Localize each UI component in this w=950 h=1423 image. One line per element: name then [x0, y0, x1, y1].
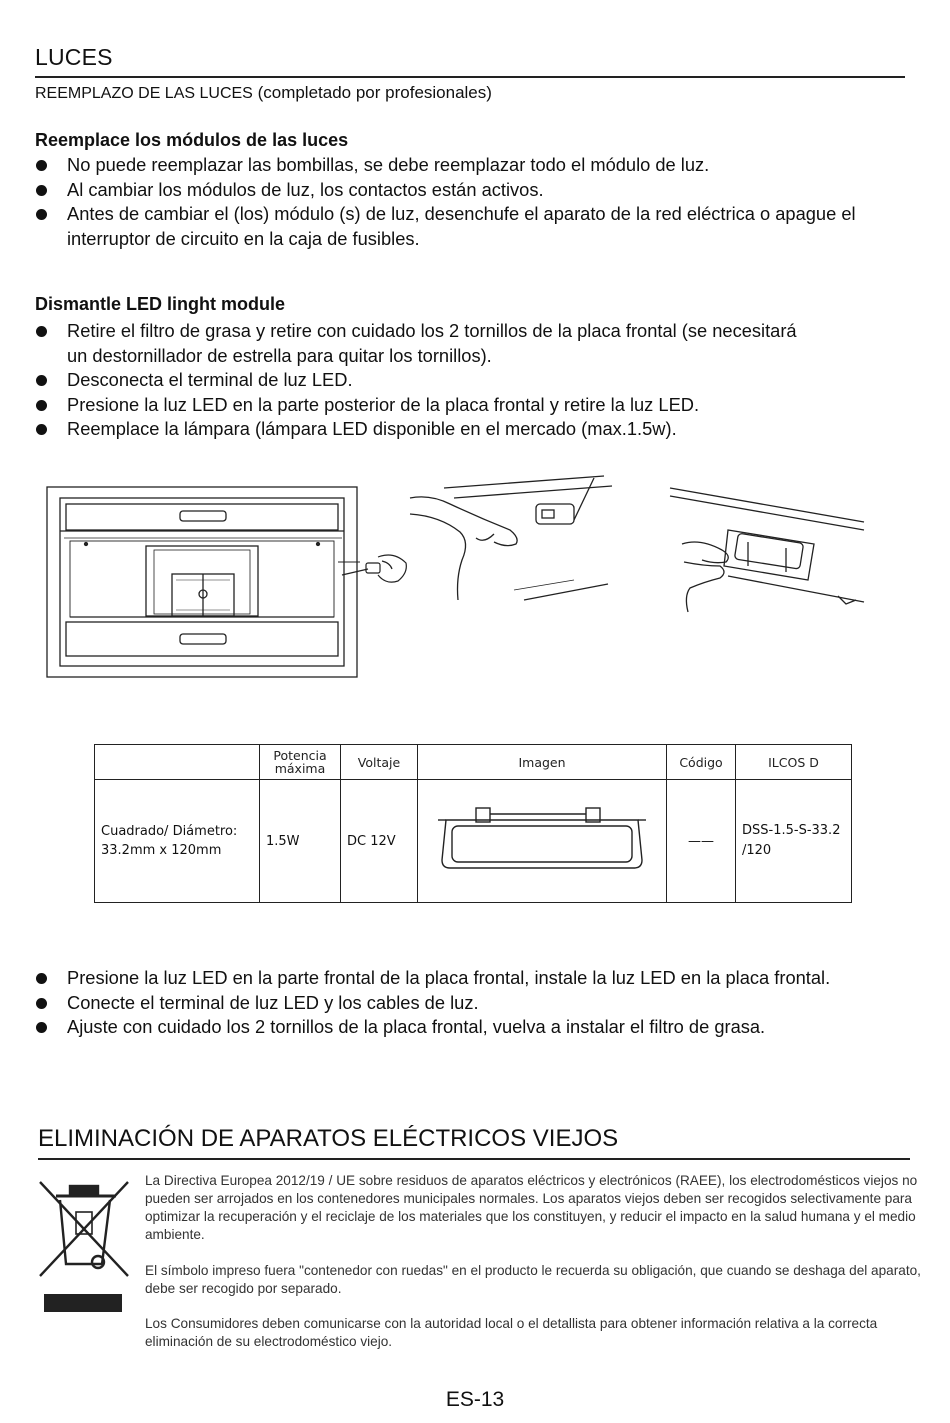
- disposal-paragraph: El símbolo impreso fuera "contenedor con ruedas" en el producto le recuerda su obligación, que cuando se deshaga del aparato, debe ser recogido por separado.: [145, 1263, 921, 1296]
- image-cell: [418, 780, 667, 903]
- table-header: ILCOS D: [736, 745, 852, 780]
- screwdriver-hand-icon: [340, 545, 410, 595]
- remove-lamp-illustration: [404, 474, 614, 606]
- replace-heading: Reemplace los módulos de las luces: [35, 130, 349, 150]
- page-number: ES-13: [445, 1388, 505, 1411]
- ilcos-cell: DSS-1.5-S-33.2 /120: [736, 780, 852, 903]
- list-item: Conecte el terminal de luz LED y los cables de luz.: [35, 991, 935, 1016]
- disposal-title: ELIMINACIÓN DE APARATOS ELÉCTRICOS VIEJOS: [38, 1125, 619, 1152]
- list-item: Antes de cambiar el (los) módulo (s) de luz, desenchufe el aparato de la red eléctrica o apague el interruptor de circuito en la caja de fusibles.: [35, 202, 865, 251]
- crossed-bin-icon: [36, 1172, 132, 1316]
- shape-cell: [95, 780, 260, 903]
- voltage-cell: DC 12V: [341, 780, 418, 903]
- power-cell: 1.5W: [260, 780, 341, 903]
- list-item: Al cambiar los módulos de luz, los contactos están activos.: [35, 178, 865, 203]
- disposal-rule: [38, 1158, 910, 1160]
- list-item: Presione la luz LED en la parte frontal de la placa frontal, instale la luz LED en la placa frontal.: [35, 966, 935, 991]
- list-item: Desconecta el terminal de luz LED.: [35, 368, 805, 393]
- title-rule: [35, 76, 905, 78]
- subtitle-main: REEMPLAZO DE LAS LUCES: [35, 85, 253, 102]
- code-cell: ——: [667, 780, 736, 903]
- list-item: Retire el filtro de grasa y retire con cuidado los 2 tornillos de la placa frontal (se necesitará un destornillador de estrella para quitar los tornillos).: [35, 319, 805, 368]
- shape-label: Cuadrado/ Diámetro:: [101, 824, 238, 839]
- table-header: [95, 745, 260, 780]
- list-item: No puede reemplazar las bombillas, se debe reemplazar todo el módulo de luz.: [35, 153, 865, 178]
- table-header: Voltaje: [341, 745, 418, 780]
- led-lamp-icon: [436, 806, 648, 872]
- table-header: Potencia máxima: [260, 745, 341, 780]
- table-row: [95, 780, 852, 903]
- table-header: Código: [667, 745, 736, 780]
- section-subtitle: [35, 83, 492, 103]
- lamp-spec-table: [94, 744, 852, 903]
- subtitle-note: (completado por profesionales): [257, 83, 492, 102]
- table-header: Imagen: [418, 745, 667, 780]
- led-module-illustration: [668, 484, 868, 624]
- dismantle-heading: Dismantle LED linght module: [35, 294, 286, 314]
- page-title: LUCES: [35, 44, 113, 70]
- shape-value: 33.2mm x 120mm: [101, 843, 222, 858]
- disposal-paragraph: Los Consumidores deben comunicarse con la autoridad local o el detallista para obtener información relativa a la correcta eliminación de su electrodoméstico viejo.: [145, 1316, 878, 1349]
- list-item: Reemplace la lámpara (lámpara LED disponible en el mercado (max.1.5w).: [35, 417, 805, 442]
- disposal-paragraph: La Directiva Europea 2012/19 / UE sobre residuos de aparatos eléctricos y electrónicos (RAEE), los electrodomésticos viejos no pueden ser arrojados en los contenedores municipales normales. Los aparatos viejos deben ser recogidos selectivamente para optimizar la recuperación y el reciclaje de los materiales que los constituyen, y reducir el impacto en la salud humana y el medio ambiente.: [145, 1173, 918, 1242]
- list-item: Presione la luz LED en la parte posterior de la placa frontal y retire la luz LED.: [35, 393, 805, 418]
- dismantle-list: [35, 319, 805, 442]
- install-list: [35, 966, 935, 1040]
- list-item: Ajuste con cuidado los 2 tornillos de la placa frontal, vuelva a instalar el filtro de grasa.: [35, 1015, 935, 1040]
- range-hood-diagram: [46, 486, 360, 680]
- replace-list: [35, 153, 865, 251]
